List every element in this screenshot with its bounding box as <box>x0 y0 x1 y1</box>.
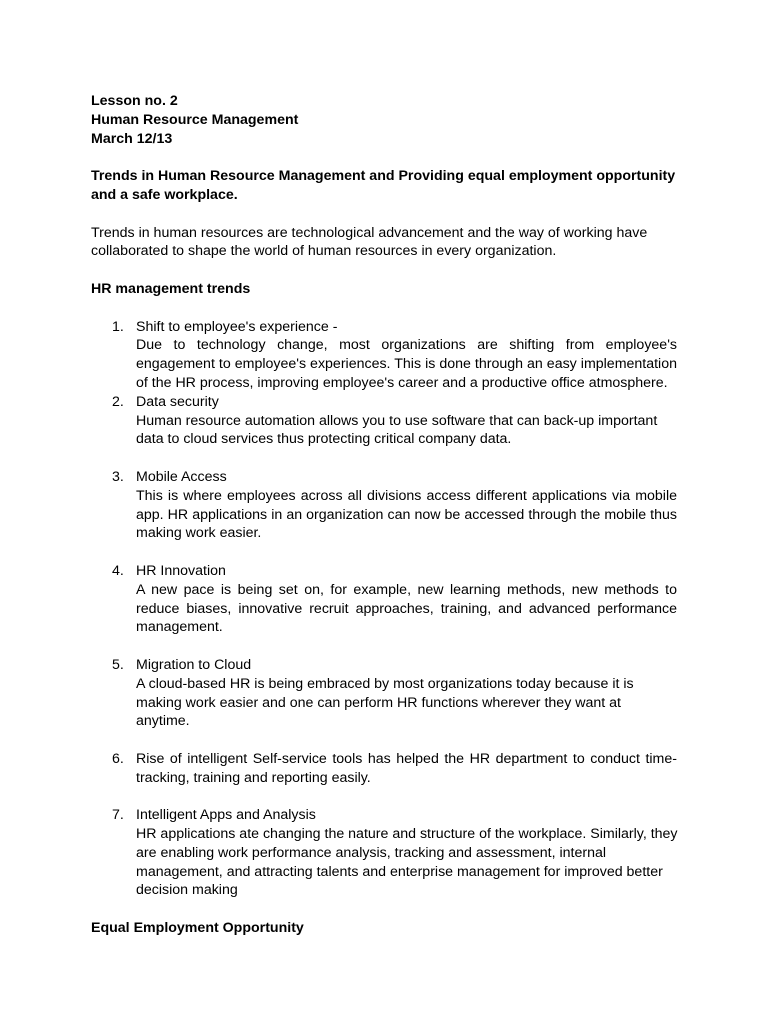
list-number: 5. <box>112 656 124 673</box>
list-item-body: Due to technology change, most organizations are shifting from employee's engagement to employee's experiences. This is done through an easy implementation of the HR process, improving employee's career and a productive office atmosphere. <box>136 337 677 391</box>
list-item-body: A cloud-based HR is being embraced by most organizations today because it is making work easier and one can perform HR functions wherever they want at anytime. <box>136 675 634 730</box>
list-spacer <box>91 787 677 806</box>
list-spacer <box>91 637 677 656</box>
list-number: 3. <box>112 468 124 485</box>
list-item-title: Mobile Access <box>136 468 227 485</box>
list-item-body: This is where employees across all divisions access different applications via mobile app. HR applications in an organization can now be accessed through the mobile thus making work easier. <box>136 487 677 542</box>
list-item-body-line: management, and attracting talents and enterprise management for improved better <box>136 863 663 880</box>
list-item-body-line: decision making <box>136 882 238 899</box>
list-item-title: HR Innovation <box>136 562 226 579</box>
list-item-body: Rise of intelligent Self-service tools has helped the HR department to conduct time-tracking, training and reporting easily. <box>136 750 677 786</box>
lesson-number: Lesson no. 2 <box>91 93 178 109</box>
list-item <box>91 562 677 637</box>
list-spacer <box>91 449 677 468</box>
list-spacer <box>91 543 677 562</box>
list-item-title: Data security <box>136 393 219 410</box>
list-item <box>91 393 677 449</box>
topic-title-line-1: Trends in Human Resource Management and Providing equal employment opportunity <box>91 168 676 185</box>
intro-paragraph-line-1: Trends in human resources are technological advancement and the way of working have <box>91 224 648 241</box>
list-item-body: A new pace is being set on, for example, new learning methods, new methods to reduce biases, innovative recruit approaches, training, and advanced performance management. <box>136 581 677 636</box>
trends-list <box>91 318 677 901</box>
topic-title-line-2: and a safe workplace. <box>91 186 238 203</box>
list-item-title: Intelligent Apps and Analysis <box>136 807 316 824</box>
section-heading-equal-employment: Equal Employment Opportunity <box>91 920 304 937</box>
list-item-body-line: are enabling work performance analysis, tracking and assessment, internal <box>136 844 607 861</box>
section-heading-hr-trends: HR management trends <box>91 280 251 297</box>
list-item-body: Human resource automation allows you to use software that can back-up important data to cloud services thus protecting critical company data. <box>136 412 658 448</box>
list-item-title: Shift to employee's experience - <box>136 318 338 335</box>
list-spacer <box>91 731 677 750</box>
list-number: 7. <box>112 807 124 824</box>
document-page <box>91 92 677 938</box>
lesson-date: March 12/13 <box>91 130 173 147</box>
list-item-title: Migration to Cloud <box>136 656 252 673</box>
list-item <box>91 318 677 393</box>
list-item-body-line: HR applications ate changing the nature and structure of the workplace. Similarly, they <box>136 826 678 843</box>
list-number: 1. <box>112 318 124 335</box>
list-item <box>91 468 677 543</box>
list-number: 6. <box>112 750 124 767</box>
course-title: Human Resource Management <box>91 111 299 128</box>
list-item <box>91 806 677 900</box>
list-item <box>91 656 677 731</box>
list-number: 2. <box>112 393 124 410</box>
list-item <box>91 750 677 788</box>
intro-paragraph-line-2: collaborated to shape the world of human resources in every organization. <box>91 243 557 260</box>
list-number: 4. <box>112 562 124 579</box>
